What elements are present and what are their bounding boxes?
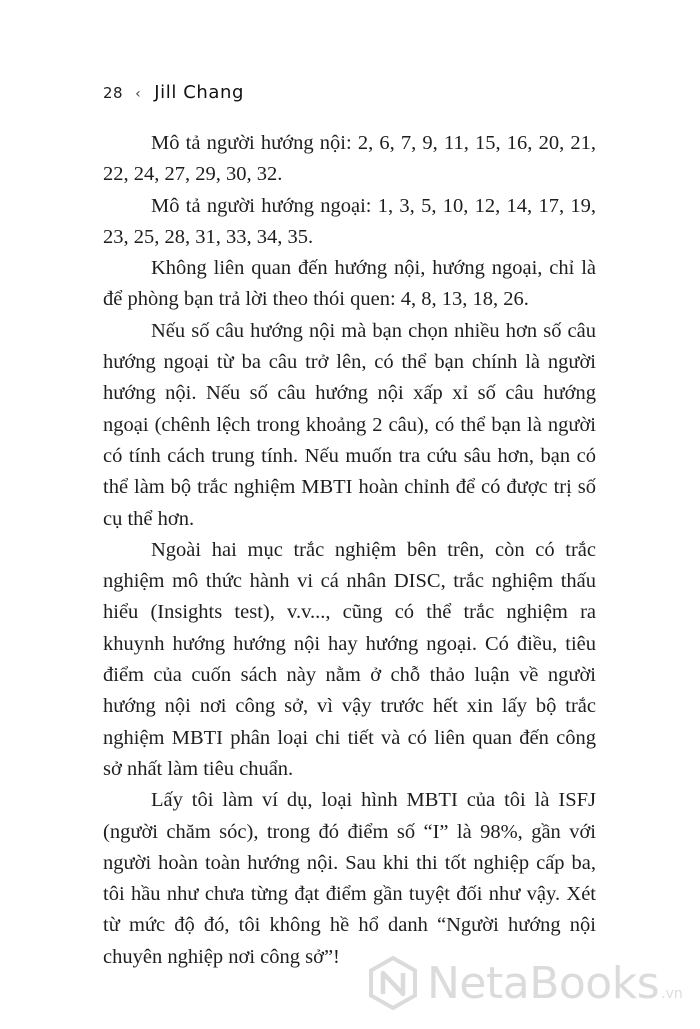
paragraph-example: Lấy tôi làm ví dụ, loại hình MBTI của tôi là ISFJ (người chăm sóc), trong đó điểm số “I” là 98%, gần với người hoàn toàn hướng nội. Sau khi thi tốt nghiệp cấp ba, tôi hầu như chưa từng đạt điểm gần tuyệt đối như vậy. Xét từ mức độ đó, tôi không hề hổ danh “Người hướng nội chuyên nghiệp nơi công sở”! <box>103 789 596 968</box>
watermark-tld: .vn <box>661 986 683 1002</box>
paragraph-introvert-items: Mô tả người hướng nội: 2, 6, 7, 9, 11, 15, 16, 20, 21, 22, 24, 27, 29, 30, 32. <box>103 132 596 186</box>
paragraph-neutral-items: Không liên quan đến hướng nội, hướng ngoại, chỉ là để phòng bạn trả lời theo thói quen: 4, 8, 13, 18, 26. <box>103 257 596 311</box>
watermark-brand: NetaBooks <box>427 957 660 1009</box>
paragraph-other-tests: Ngoài hai mục trắc nghiệm bên trên, còn có trắc nghiệm mô thức hành vi cá nhân DISC, trắc nghiệm thấu hiểu (Insights test), v.v..., cũng có thể trắc nghiệm ra khuynh hướng hướng nội hay hướng ngoại. Có điều, tiêu điểm của cuốn sách này nằm ở chỗ thảo luận về người hướng nội nơi công sở, vì vậy trước hết xin lấy bộ trắc nghiệm MBTI phân loại chi tiết và có liên quan đến công sở nhất làm tiêu chuẩn. <box>103 538 596 780</box>
netabooks-logo-icon <box>365 955 421 1011</box>
watermark <box>365 948 695 1018</box>
running-header <box>103 82 244 103</box>
author-name: Jill Chang <box>154 82 245 103</box>
chevron-left-icon: ‹ <box>135 86 142 102</box>
body-text <box>103 128 596 973</box>
page-number: 28 <box>103 84 124 102</box>
paragraph-scoring: Nếu số câu hướng nội mà bạn chọn nhiều hơn số câu hướng ngoại từ ba câu trở lên, có thể bạn chính là người hướng nội. Nếu số câu hướng nội xấp xỉ số câu hướng ngoại (chênh lệch trong khoảng 2 câu), có thể bạn là người có tính cách trung tính. Nếu muốn tra cứu sâu hơn, bạn có thể làm bộ trắc nghiệm MBTI hoàn chỉnh để có được trị số cụ thể hơn. <box>103 319 596 530</box>
paragraph-extrovert-items: Mô tả người hướng ngoại: 1, 3, 5, 10, 12, 14, 17, 19, 23, 25, 28, 31, 33, 34, 35. <box>103 194 596 248</box>
